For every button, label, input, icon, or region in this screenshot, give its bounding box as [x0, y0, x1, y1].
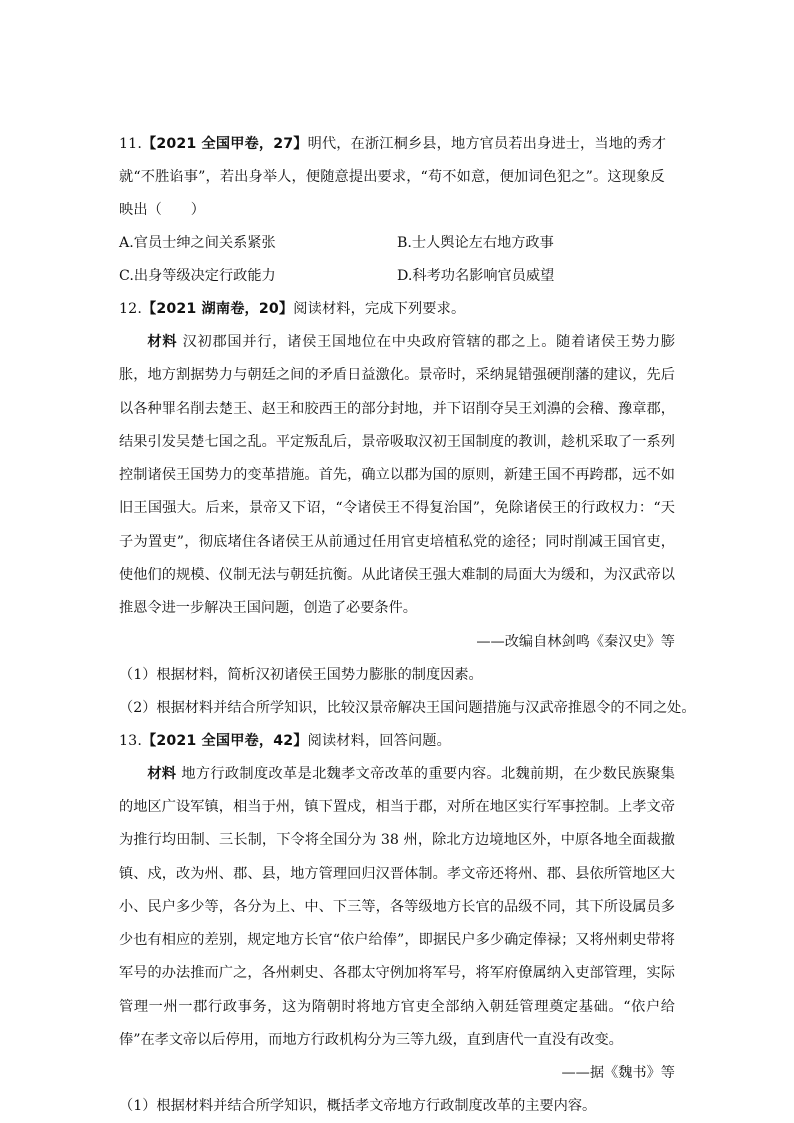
question-12-instruction: 阅读材料，完成下列要求。	[293, 301, 466, 317]
question-11-options	[119, 227, 675, 293]
question-11	[119, 128, 675, 293]
question-13-subquestion-1: （1）根据材料并结合所学知识，概括孝文帝地方行政制度改革的主要内容。	[119, 1098, 597, 1115]
question-12-header	[119, 293, 675, 326]
question-11-text: 明代，在浙江桐乡县，地方官员若出身进士，当地的秀才就“不胜谄事”，若出身举人，便随意提出要求，“苟不如意，便加词色犯之”。这现象反映出（ ）	[119, 136, 667, 218]
question-12-subquestion-1: （1）根据材料，简析汉初诸侯王国势力膨胀的制度因素。	[119, 666, 483, 683]
question-12-subquestion-2: （2）根据材料并结合所学知识，比较汉景帝解决王国问题措施与汉武帝推恩令的不同之处。	[119, 699, 696, 716]
question-13-material	[119, 758, 675, 1058]
option-c: C.出身等级决定行政能力	[119, 268, 276, 284]
question-12-source-tag: 【2021 湖南卷，20】	[142, 301, 294, 317]
option-b: B.士人舆论左右地方政事	[397, 235, 554, 251]
material-text: 汉初郡国并行，诸侯王国地位在中央政府管辖的郡之上。随着诸侯王势力膨胀，地方割据势力与朝廷之间的矛盾日益激化。景帝时，采纳晁错强硬削藩的建议，先后以各种罪名削去楚王、赵王和胶西王的部分封地，并下诏削夺吴王刘濞的会稽、豫章郡，结果引发吴楚七国之乱。平定叛乱后，景帝吸取汉初王国制度的教训，趁机采取了一系列控制诸侯王国势力的变革措施。首先，确立以郡为国的原则，新建王国不再跨郡，远不如旧王国强大。后来，景帝又下诏，“令诸侯王不得复治国”，免除诸侯王的行政权力：“天子为置吏”，彻底堵住各诸侯王从前通过任用官吏培植私党的途径；同时削减王国官吏，使他们的规模、仪制无法与朝廷抗衡。从此诸侯王强大难制的局面大为缓和，为汉武帝以推恩令进一步解决王国问题，创造了必要条件。	[119, 334, 675, 617]
question-11-source-tag: 【2021 全国甲卷，27】	[142, 136, 308, 152]
question-12-number: 12.	[119, 301, 143, 317]
material-label: 材料	[147, 334, 178, 350]
question-13-number: 13.	[119, 732, 143, 749]
option-d: D.科考功名影响官员威望	[397, 268, 555, 284]
option-a: A.官员士绅之间关系紧张	[119, 235, 276, 251]
question-13-header	[119, 725, 675, 758]
question-13-instruction: 阅读材料，回答问题。	[307, 732, 451, 749]
material-text: 地方行政制度改革是北魏孝文帝改革的重要内容。北魏前期，在少数民族聚集的地区广设军镇，相当于州，镇下置戍，相当于郡，对所在地区实行军事控制。上孝文帝为推行均田制、三长制，下令将全国分为 38 州，除北方边境地区外，中原各地全面裁撤镇、戍，改为州、郡、县，地方管理回归汉晋体制。孝文帝还将州、郡、县依所管地区大小、民户多少等，各分为上、中、下三等，各等级地方长官的品级不同，其下所设属员多少也有相应的差别，规定地方长官“依户给俸”，即据民户多少确定俸禄；又将州刺史带将军号的办法推而广之，各州刺史、各郡太守例加将军号，将军府僚属纳入吏部管理，实际管理一州一郡行政事务，这为隋朝时将地方官吏全部纳入朝廷管理奠定基础。“依户给俸”在孝文帝以后停用，而地方行政机构分为三等九级，直到唐代一直没有改变。	[119, 765, 675, 1049]
document-content	[119, 128, 696, 1123]
material-label: 材料	[147, 765, 177, 782]
question-13-source-tag: 【2021 全国甲卷，42】	[142, 732, 308, 749]
question-12	[119, 293, 696, 725]
question-11-number: 11.	[119, 136, 143, 152]
question-12-material	[119, 326, 675, 626]
question-13	[119, 725, 675, 1123]
question-13-citation: ——据《魏书》等	[561, 1065, 675, 1082]
question-11-stem	[119, 128, 675, 227]
question-12-citation: ——改编自林剑鸣《秦汉史》等	[476, 633, 675, 650]
